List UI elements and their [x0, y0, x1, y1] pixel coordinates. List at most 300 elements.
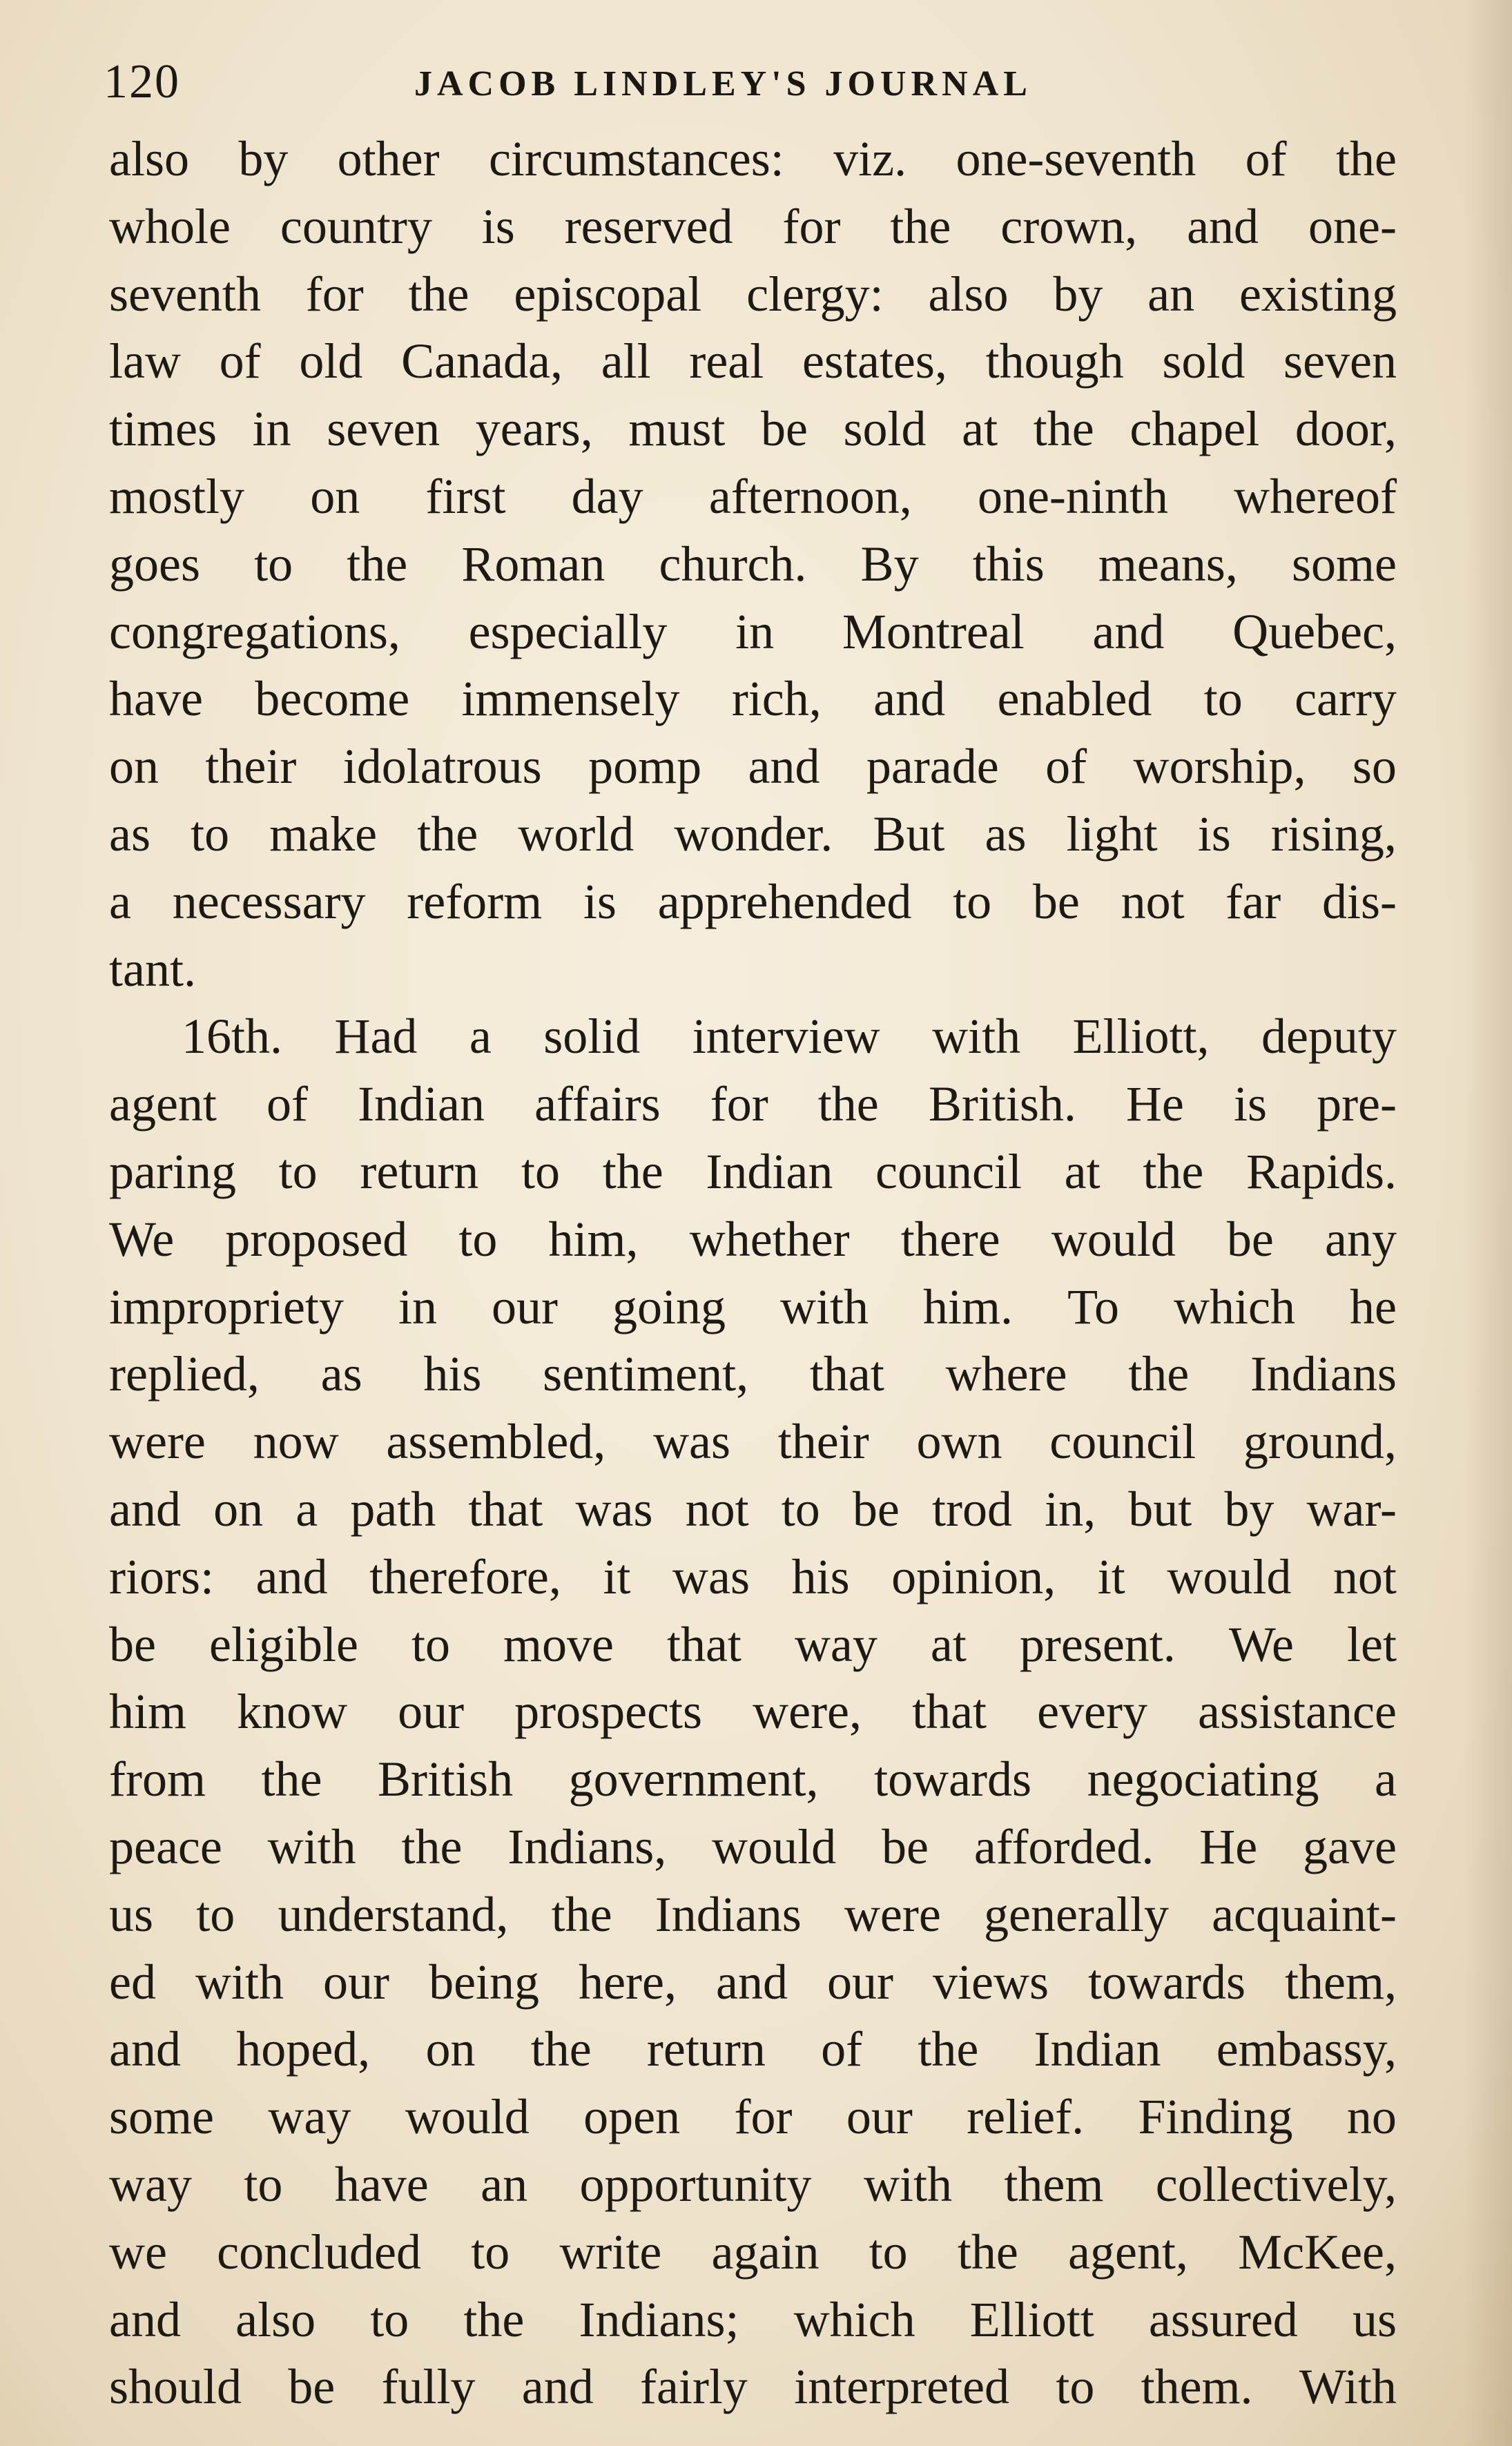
word: way	[268, 2089, 351, 2145]
word: that	[666, 1616, 742, 1672]
word: acquaint-	[1212, 1886, 1397, 1942]
word: no	[1346, 2089, 1397, 2145]
word: trod	[931, 1481, 1012, 1537]
word: is	[481, 198, 515, 254]
word: congregations,	[109, 603, 400, 659]
word: present.	[1019, 1616, 1176, 1672]
word: in	[735, 603, 775, 659]
word: would	[1167, 1549, 1292, 1604]
word: old	[299, 333, 363, 389]
text-line	[109, 1544, 1397, 1611]
word: the	[602, 1143, 663, 1199]
word: interpreted	[794, 2359, 1010, 2415]
word: generally	[984, 1886, 1169, 1942]
word: us	[109, 1886, 154, 1942]
word: that	[468, 1481, 543, 1537]
word: riors:	[109, 1549, 214, 1604]
word: collectively,	[1155, 2156, 1397, 2212]
word: parade	[866, 739, 999, 795]
word: proposed	[225, 1211, 408, 1267]
word: the	[463, 2291, 525, 2347]
word: every	[1037, 1684, 1147, 1740]
word: to	[953, 873, 992, 929]
text-line	[109, 599, 1397, 666]
word: of	[1245, 131, 1287, 186]
word: which	[793, 2291, 915, 2347]
word: agent	[109, 1076, 217, 1132]
word: To	[1067, 1279, 1120, 1334]
word: from	[109, 1751, 206, 1807]
word: our	[846, 2089, 913, 2145]
word: seventh	[109, 266, 261, 322]
word: some	[109, 2089, 214, 2145]
word: of	[266, 1076, 308, 1132]
word: the	[1033, 401, 1094, 457]
word: at	[962, 401, 998, 457]
word: not	[685, 1481, 749, 1537]
word: were,	[753, 1684, 862, 1740]
word: them.	[1141, 2359, 1253, 2415]
word: carry	[1295, 671, 1397, 727]
word: solid	[543, 1009, 641, 1065]
word: and	[255, 1549, 328, 1604]
word: a	[1375, 1751, 1397, 1807]
word: Elliott,	[1072, 1009, 1210, 1065]
word: and	[748, 739, 820, 795]
text-line	[109, 261, 1397, 329]
word: not	[1121, 873, 1185, 929]
word: his	[423, 1346, 482, 1402]
word: write	[559, 2224, 662, 2280]
word: to	[1203, 671, 1243, 727]
word: first	[425, 468, 506, 524]
text-line	[109, 2016, 1397, 2084]
text-line	[109, 801, 1397, 868]
page-header	[104, 44, 1381, 120]
word: it	[1097, 1549, 1125, 1604]
word: for	[734, 2089, 793, 2145]
word: way	[109, 2156, 192, 2212]
word: fully	[381, 2359, 476, 2415]
word: of	[821, 2021, 863, 2077]
word: peace	[109, 1818, 222, 1874]
word: dis-	[1321, 873, 1397, 929]
word: some	[1291, 536, 1397, 592]
text-line	[109, 1949, 1397, 2017]
text-line	[109, 868, 1397, 936]
word: He	[1125, 1076, 1184, 1132]
word: was	[575, 1481, 653, 1537]
text-line	[109, 1003, 1397, 1071]
text-line	[109, 936, 1397, 1004]
word: assistance	[1198, 1684, 1397, 1740]
word: to	[521, 1143, 560, 1199]
running-head: JACOB LINDLEY'S JOURNAL	[414, 64, 1032, 104]
word: be	[109, 1616, 156, 1672]
word: the	[417, 806, 478, 862]
word: government,	[568, 1751, 819, 1807]
word: any	[1325, 1211, 1397, 1267]
word: let	[1347, 1616, 1397, 1672]
text-line	[109, 1206, 1397, 1274]
word: Canada,	[401, 333, 563, 389]
word: the	[347, 536, 408, 592]
word: be	[288, 2359, 336, 2415]
word: whereof	[1234, 468, 1397, 524]
word: Indian	[1034, 2021, 1161, 2077]
word: the	[890, 198, 951, 254]
word: especially	[468, 603, 668, 659]
word: With	[1299, 2359, 1397, 2415]
word: there	[900, 1211, 1000, 1267]
word: to	[471, 2224, 510, 2280]
word: world	[518, 806, 634, 862]
word: move	[503, 1616, 614, 1672]
word: the	[530, 2021, 592, 2077]
word: understand,	[278, 1886, 509, 1942]
text-line	[109, 2219, 1397, 2287]
text-line	[109, 1611, 1397, 1679]
word: affairs	[534, 1076, 661, 1132]
word: the	[1128, 1346, 1190, 1402]
word: therefore,	[369, 1549, 561, 1604]
word: open	[583, 2089, 681, 2145]
word: far	[1225, 873, 1281, 929]
word: were	[109, 1414, 206, 1470]
word: war-	[1306, 1481, 1397, 1537]
word: paring	[109, 1143, 236, 1199]
word: have	[334, 2156, 429, 2212]
word: By	[860, 536, 919, 592]
word: to	[278, 1143, 318, 1199]
word: the	[1143, 1143, 1204, 1199]
word: for	[782, 198, 841, 254]
word: church.	[659, 536, 807, 592]
word: our	[491, 1279, 558, 1334]
word: have	[109, 671, 203, 727]
word: now	[253, 1414, 339, 1470]
word: apprehended	[657, 873, 912, 929]
word: deputy	[1261, 1009, 1397, 1065]
word: of	[1045, 739, 1087, 795]
word: be	[882, 1818, 929, 1874]
word: ed	[109, 1954, 156, 2010]
word: gave	[1303, 1818, 1397, 1874]
word: We	[109, 1211, 175, 1267]
word: council	[875, 1143, 1022, 1199]
word: and	[109, 2021, 181, 2077]
text-line	[109, 1678, 1397, 1746]
word: going	[612, 1279, 726, 1334]
word: them,	[1285, 1954, 1397, 2010]
word: 16th.	[182, 1009, 283, 1065]
word: the	[957, 2224, 1018, 2280]
word: existing	[1239, 266, 1397, 322]
text-line	[109, 666, 1397, 733]
word: assembled,	[386, 1414, 606, 1470]
word: Rapids.	[1246, 1143, 1397, 1199]
word: is	[583, 873, 617, 929]
word: he	[1350, 1279, 1397, 1334]
word: by	[1053, 266, 1103, 322]
word: pre-	[1317, 1076, 1397, 1132]
word: pomp	[588, 739, 702, 795]
word: Had	[334, 1009, 418, 1065]
word: But	[873, 806, 945, 862]
word: their	[205, 739, 297, 795]
word: mostly	[109, 468, 245, 524]
word: times	[109, 401, 217, 457]
word: law	[109, 333, 181, 389]
word: years,	[475, 401, 593, 457]
word: is	[1233, 1076, 1267, 1132]
word: whether	[689, 1211, 850, 1267]
word: with	[267, 1818, 356, 1874]
word: Finding	[1138, 2089, 1293, 2145]
word: ground,	[1243, 1414, 1397, 1470]
word: He	[1199, 1818, 1258, 1874]
word: sold	[843, 401, 927, 457]
word: negociating	[1087, 1751, 1319, 1807]
word: our	[398, 1684, 465, 1740]
word: the	[1335, 131, 1397, 186]
word: them	[1004, 2156, 1104, 2212]
word: towards	[1088, 1954, 1246, 2010]
word: McKee,	[1238, 2224, 1397, 2280]
word: it	[603, 1549, 631, 1604]
word: afternoon,	[708, 468, 912, 524]
word: one-seventh	[956, 131, 1196, 186]
word: worship,	[1133, 739, 1306, 795]
word: become	[255, 671, 410, 727]
word: path	[350, 1481, 436, 1537]
word: other	[337, 131, 440, 186]
word: where	[945, 1346, 1067, 1402]
word: him	[109, 1684, 187, 1740]
text-line	[109, 1071, 1397, 1138]
word: country	[280, 198, 432, 254]
word: in	[398, 1279, 437, 1334]
word: an	[481, 2156, 528, 2212]
word: interview	[692, 1009, 880, 1065]
word: eligible	[209, 1616, 358, 1672]
word: a	[295, 1481, 318, 1537]
word: by	[238, 131, 289, 186]
word: reform	[407, 873, 543, 929]
word: to	[370, 2291, 409, 2347]
text-line	[109, 328, 1397, 396]
word: make	[269, 806, 378, 862]
word: crown,	[1000, 198, 1138, 254]
word: were	[844, 1886, 941, 1942]
word: assured	[1148, 2291, 1298, 2347]
word: to	[254, 536, 293, 592]
word: on	[310, 468, 360, 524]
word: hoped,	[236, 2021, 371, 2077]
word: to	[781, 1481, 820, 1537]
word: to	[196, 1886, 235, 1942]
word: all	[601, 333, 651, 389]
word: tant.	[109, 941, 196, 997]
word: also	[928, 266, 1009, 322]
word: to	[1056, 2359, 1095, 2415]
word: seven	[327, 401, 440, 457]
word: Indians,	[507, 1818, 667, 1874]
text-line	[109, 2151, 1397, 2219]
word: an	[1147, 266, 1195, 322]
word: Quebec,	[1232, 603, 1397, 659]
word: was	[672, 1549, 750, 1604]
word: a	[109, 873, 131, 929]
word: immensely	[461, 671, 680, 727]
word: with	[932, 1009, 1021, 1065]
word: estates,	[802, 333, 947, 389]
word: views	[933, 1954, 1049, 2010]
word: one-	[1308, 198, 1397, 254]
word: embassy,	[1216, 2021, 1397, 2077]
word: one-ninth	[977, 468, 1168, 524]
text-line	[109, 193, 1397, 261]
word: was	[653, 1414, 731, 1470]
word: in	[252, 401, 291, 457]
word: in,	[1045, 1481, 1096, 1537]
word: be	[1226, 1211, 1274, 1267]
word: and	[873, 671, 946, 727]
word: to	[244, 2156, 283, 2212]
word: by	[1224, 1481, 1274, 1537]
text-line	[109, 126, 1397, 193]
word: this	[972, 536, 1045, 592]
word: that	[912, 1684, 987, 1740]
word: their	[777, 1414, 869, 1470]
word: prospects	[514, 1684, 703, 1740]
word: Indians	[1250, 1346, 1397, 1402]
word: way	[794, 1616, 878, 1672]
word: would	[712, 1818, 837, 1874]
word: and	[1092, 603, 1165, 659]
word: also	[109, 131, 189, 186]
word: not	[1332, 1549, 1397, 1604]
word: as	[320, 1346, 362, 1402]
text-line	[109, 1138, 1397, 1206]
word: to	[869, 2224, 908, 2280]
word: day	[571, 468, 643, 524]
word: door,	[1295, 401, 1397, 457]
word: own	[916, 1414, 1002, 1470]
word: on	[213, 1481, 264, 1537]
word: on	[109, 739, 159, 795]
word: the	[918, 2021, 979, 2077]
word: afforded.	[973, 1818, 1154, 1874]
word: British.	[928, 1076, 1076, 1132]
word: so	[1352, 739, 1397, 795]
word: viz.	[833, 131, 907, 186]
text-line	[109, 733, 1397, 801]
word: towards	[874, 1751, 1032, 1807]
word: replied,	[109, 1346, 260, 1402]
word: with	[780, 1279, 869, 1334]
text-line	[109, 2353, 1397, 2421]
text-line	[109, 2287, 1397, 2354]
word: and	[715, 1954, 788, 2010]
text-line	[109, 1408, 1397, 1476]
word: being	[429, 1954, 540, 2010]
word: and	[109, 2291, 181, 2347]
word: clergy:	[746, 266, 884, 322]
word: sentiment,	[543, 1346, 749, 1402]
word: rich,	[731, 671, 822, 727]
word: us	[1352, 2291, 1397, 2347]
word: to	[458, 1211, 498, 1267]
text-line	[109, 1476, 1397, 1544]
word: enabled	[997, 671, 1152, 727]
word: his	[791, 1549, 850, 1604]
word: idolatrous	[342, 739, 542, 795]
word: circumstances:	[488, 131, 784, 186]
word: at	[1064, 1143, 1101, 1199]
word: for	[305, 266, 364, 322]
word: and	[521, 2359, 594, 2415]
word: whole	[109, 198, 231, 254]
word: sold	[1162, 333, 1246, 389]
word: seven	[1283, 333, 1397, 389]
word: reserved	[564, 198, 733, 254]
word: means,	[1098, 536, 1238, 592]
word: Indians;	[579, 2291, 739, 2347]
word: be	[852, 1481, 900, 1537]
word: as	[109, 806, 151, 862]
word: which	[1174, 1279, 1296, 1334]
word: as	[985, 806, 1027, 862]
page-number: 120	[104, 55, 180, 108]
word: be	[1032, 873, 1080, 929]
word: wonder.	[674, 806, 833, 862]
word: chapel	[1130, 401, 1260, 457]
word: with	[195, 1954, 284, 2010]
text-line	[109, 1881, 1397, 1949]
word: would	[1051, 1211, 1176, 1267]
word: agent,	[1068, 2224, 1188, 2280]
word: be	[760, 401, 808, 457]
word: on	[425, 2021, 476, 2077]
word: the	[817, 1076, 879, 1132]
word: to	[191, 806, 230, 862]
word: fairly	[640, 2359, 748, 2415]
word: Montreal	[842, 603, 1025, 659]
text-line	[109, 531, 1397, 599]
word: episcopal	[514, 266, 702, 322]
word: British	[378, 1751, 514, 1807]
word: for	[710, 1076, 768, 1132]
word: that	[809, 1346, 884, 1402]
word: light	[1066, 806, 1158, 862]
word: necessary	[172, 873, 366, 929]
word: him.	[923, 1279, 1014, 1334]
word: council	[1049, 1414, 1196, 1470]
text-line	[109, 2084, 1397, 2151]
text-line	[109, 1274, 1397, 1341]
word: though	[985, 333, 1124, 389]
word: concluded	[217, 2224, 422, 2280]
word: and	[1187, 198, 1259, 254]
text-line	[109, 463, 1397, 531]
word: Indians	[655, 1886, 802, 1942]
word: and	[109, 1481, 181, 1537]
text-line	[109, 396, 1397, 463]
word: impropriety	[109, 1279, 344, 1334]
word: at	[930, 1616, 967, 1672]
word: We	[1228, 1616, 1294, 1672]
